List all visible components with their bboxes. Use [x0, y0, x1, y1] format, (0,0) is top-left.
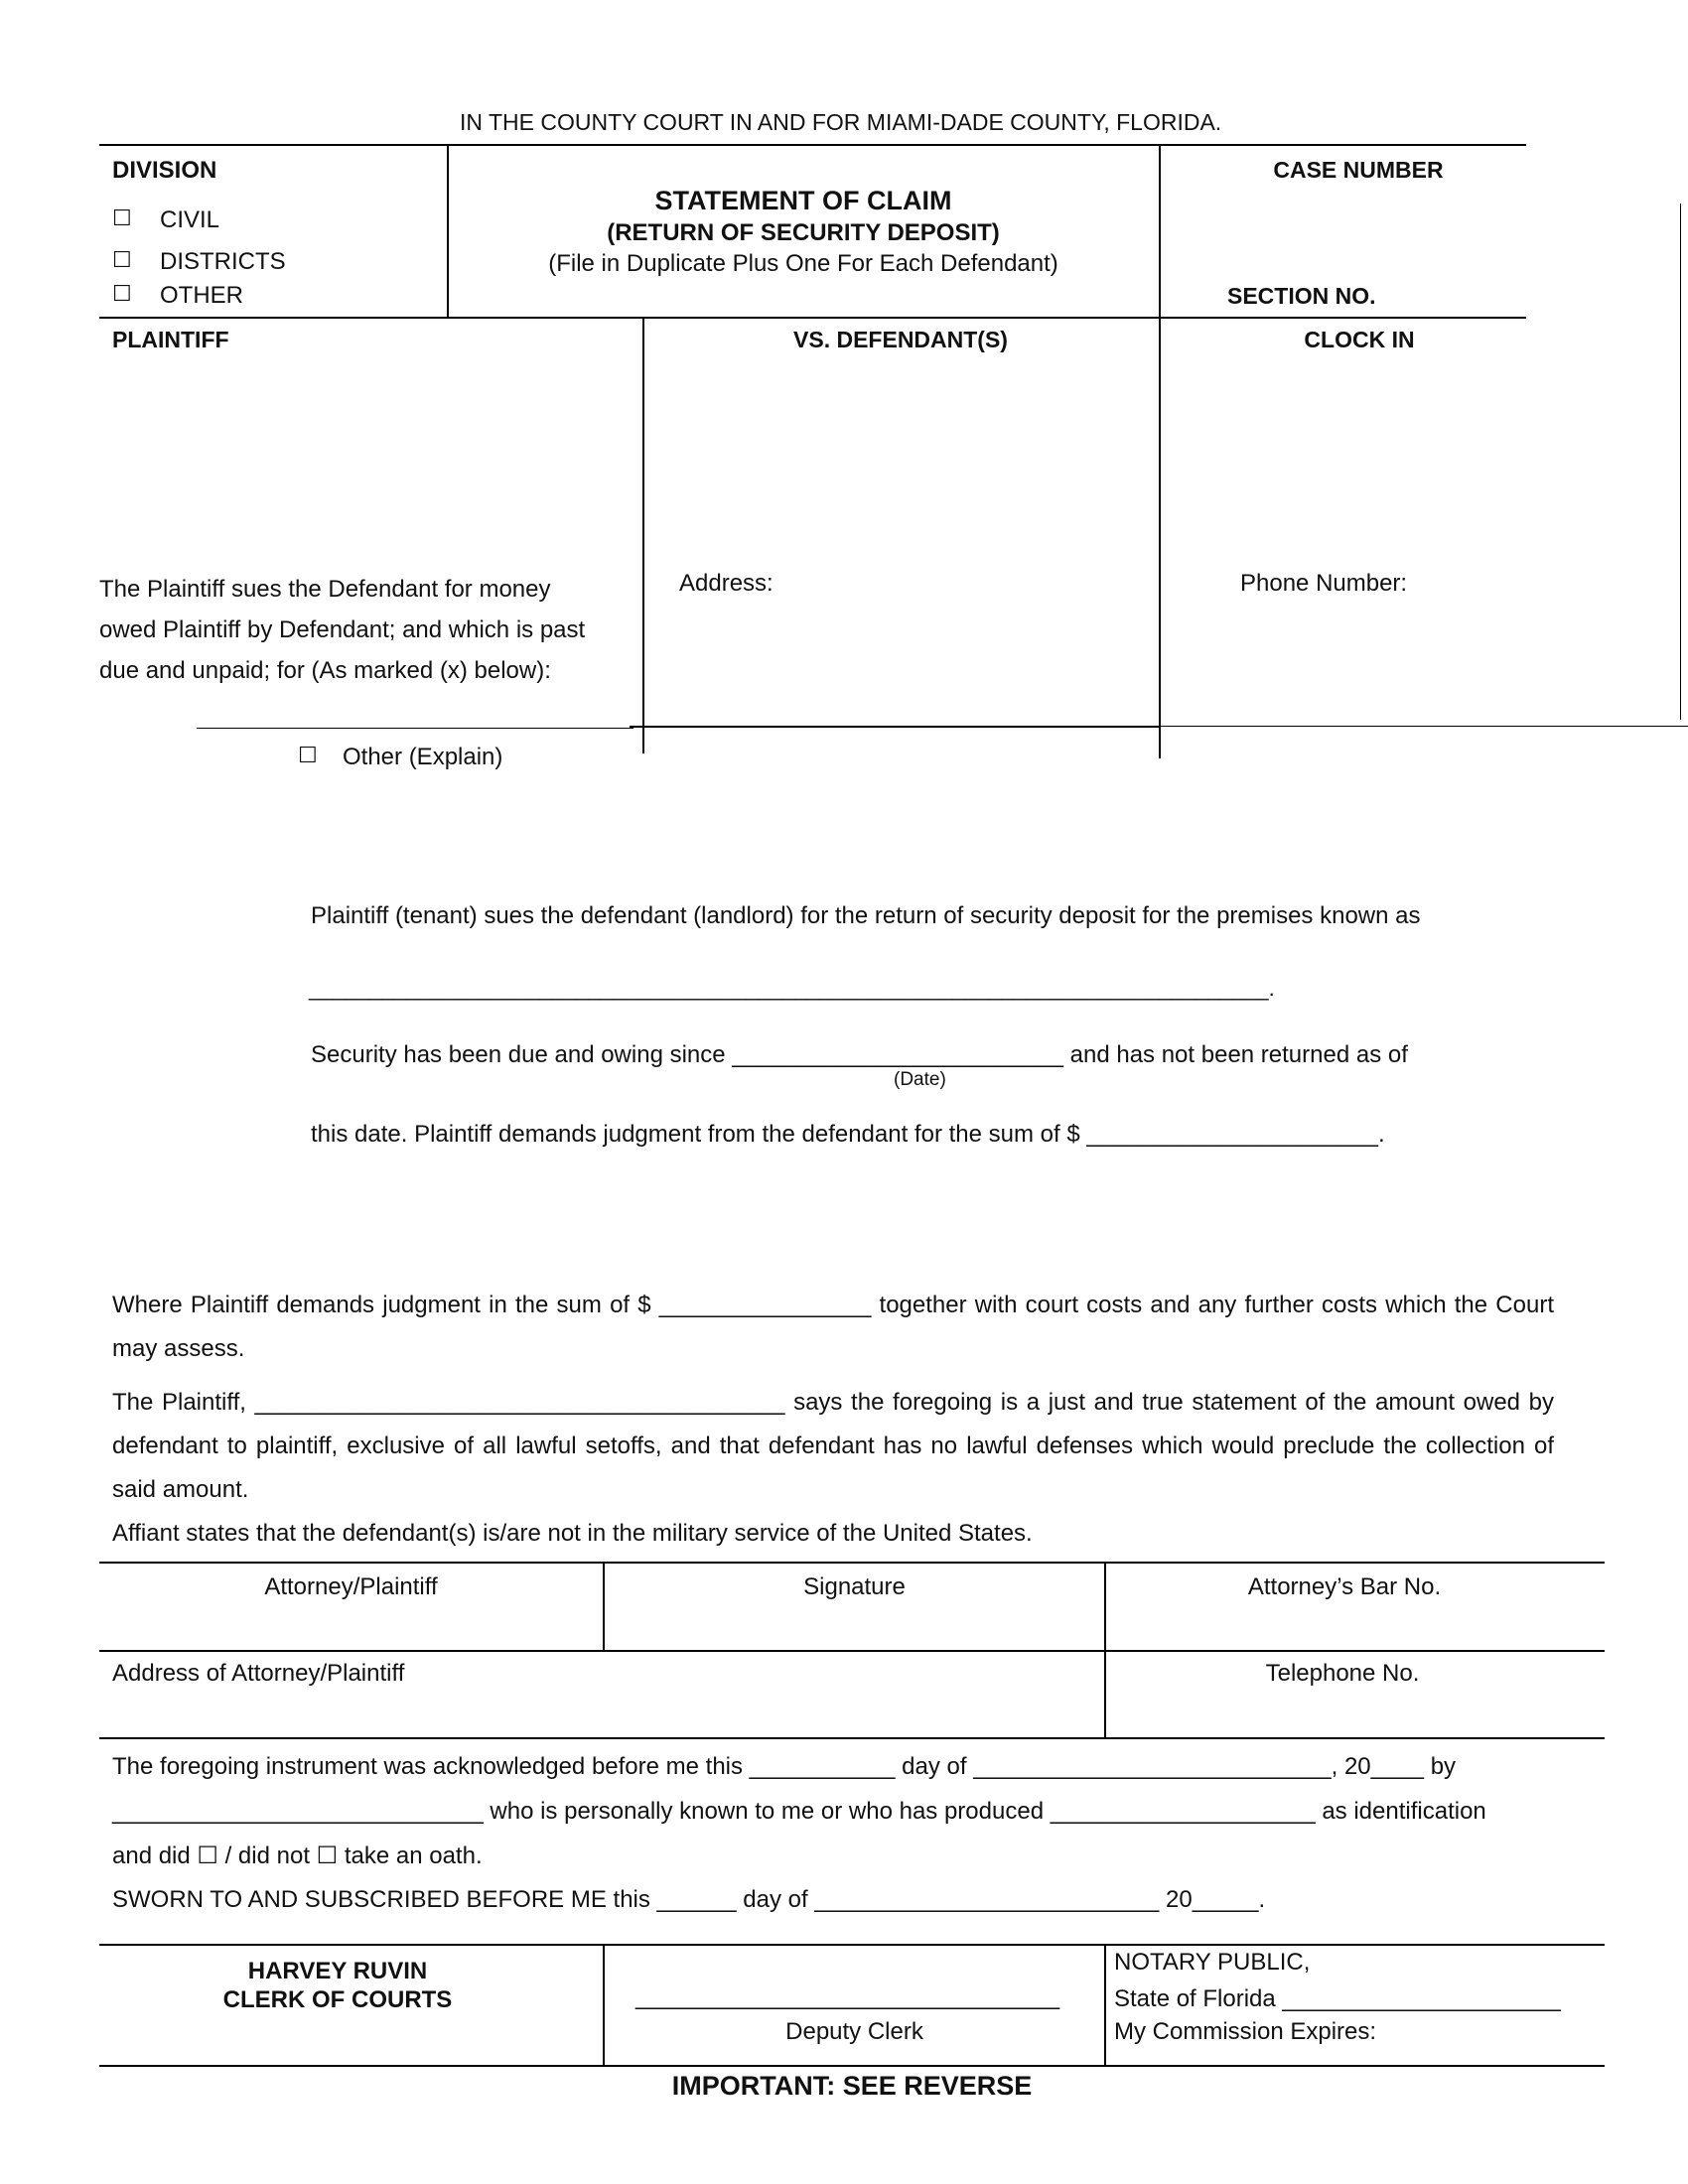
- oath-checkbox-line[interactable]: and did ☐ / did not ☐ take an oath.: [112, 1843, 483, 1869]
- rule-sig-mid: [99, 1650, 1605, 1652]
- rule-v-plaintiff: [642, 317, 644, 753]
- rule-sig-bottom: [99, 1737, 1605, 1739]
- rule-v-footer-2: [1104, 1944, 1106, 2066]
- division-option-label: OTHER: [160, 282, 243, 309]
- checkbox-icon[interactable]: ☐: [112, 282, 132, 307]
- sues-line: due and unpaid; for (As marked (x) below):: [99, 657, 551, 684]
- rule-top: [99, 144, 1526, 146]
- form-subtitle: (RETURN OF SECURITY DEPOSIT): [607, 219, 1000, 246]
- form-note: (File in Duplicate Plus One For Each Defendant): [548, 250, 1058, 277]
- acknowledgment-line-2: ____________________________ who is personally known to me or who has produced ____________________ as identification: [112, 1798, 1486, 1825]
- plaintiff-sues-text: [99, 569, 585, 691]
- vs-defendants-label: VS. DEFENDANT(S): [793, 327, 1008, 352]
- rule-footer-bottom: [99, 2065, 1605, 2067]
- section-no-label: SECTION NO.: [1227, 283, 1376, 309]
- military-service-statement: Affiant states that the defendant(s) is/are not in the military service of the United States.: [112, 1520, 1033, 1547]
- rule-right-edge: [1680, 204, 1681, 720]
- clock-in-label: CLOCK IN: [1304, 327, 1415, 352]
- attorney-plaintiff-label: Attorney/Plaintiff: [264, 1573, 438, 1600]
- phone-number-label: Phone Number:: [1240, 570, 1408, 597]
- rule-clock-bottom: [1159, 726, 1688, 727]
- attorney-address-label: Address of Attorney/Plaintiff: [112, 1660, 405, 1687]
- division-option-label: DISTRICTS: [160, 248, 286, 275]
- division-label: DIVISION: [112, 157, 217, 184]
- demand-paragraph: Where Plaintiff demands judgment in the sum of $ ________________ together with court costs and any further costs which the Court may assess.: [112, 1292, 1554, 1362]
- acknowledgment-line-1: The foregoing instrument was acknowledged before me this ___________ day of ___________________________, 20____ by: [112, 1753, 1457, 1780]
- address-label: Address:: [679, 570, 774, 597]
- clerk-name: HARVEY RUVIN: [247, 1958, 428, 1984]
- clerk-title: CLERK OF COURTS: [222, 1986, 453, 2013]
- court-header: IN THE COUNTY COURT IN AND FOR MIAMI-DADE COUNTY, FLORIDA.: [460, 109, 1222, 135]
- sues-line: The Plaintiff sues the Defendant for money: [99, 576, 551, 603]
- claim-line-security-since: Security has been due and owing since _________________________ and has not been returned as of: [311, 1041, 1408, 1068]
- checkbox-icon[interactable]: ☐: [298, 744, 318, 768]
- rule-v-footer-1: [603, 1944, 605, 2066]
- rule-plaintiff-bottom: [197, 728, 633, 729]
- division-option-label: CIVIL: [160, 206, 220, 233]
- checkbox-icon[interactable]: ☐: [112, 206, 132, 231]
- commission-expires-label: My Commission Expires:: [1114, 2018, 1377, 2045]
- plaintiff-statement-paragraph: The Plaintiff, ________________________________________ says the foregoing is a just and true statement of the amount owed by defendant to plaintiff, exclusive of all lawful setoffs, and that defendant has no lawful defenses which would preclude the collection of said amount.: [112, 1389, 1554, 1503]
- telephone-label: Telephone No.: [1265, 1660, 1420, 1687]
- sues-line: owed Plaintiff by Defendant; and which is past: [99, 616, 586, 643]
- sworn-line: SWORN TO AND SUBSCRIBED BEFORE ME this ______ day of __________________________ 20_____.: [112, 1886, 1266, 1913]
- rule-division-bottom: [99, 317, 1526, 319]
- deputy-clerk-label: Deputy Clerk: [785, 2018, 923, 2045]
- state-of-florida-line: State of Florida _____________________: [1114, 1985, 1561, 2012]
- form-title: STATEMENT OF CLAIM: [654, 186, 952, 215]
- plaintiff-label: PLAINTIFF: [112, 327, 229, 352]
- rule-defendant-bottom: [630, 726, 1159, 728]
- rule-footer-top: [99, 1944, 1605, 1946]
- signature-label: Signature: [803, 1573, 906, 1600]
- bar-number-label: Attorney’s Bar No.: [1247, 1573, 1442, 1600]
- important-see-reverse: IMPORTANT: SEE REVERSE: [671, 2071, 1033, 2101]
- rule-v-defendant: [1159, 317, 1161, 758]
- rule-sig-top: [99, 1562, 1605, 1564]
- deputy-signature-line[interactable]: ________________________________: [635, 1983, 1060, 2010]
- checkbox-icon[interactable]: ☐: [112, 248, 132, 273]
- other-explain-label: Other (Explain): [343, 744, 503, 770]
- claim-line-premises: Plaintiff (tenant) sues the defendant (landlord) for the return of security deposit for the premises known as: [311, 902, 1421, 929]
- date-caption: (Date): [894, 1069, 946, 1090]
- notary-public-label: NOTARY PUBLIC,: [1114, 1949, 1311, 1976]
- claim-line-demand-sum: this date. Plaintiff demands judgment from the defendant for the sum of $ ______________________.: [311, 1121, 1385, 1148]
- claim-premises-blank[interactable]: _______________________________________________________________________________.: [309, 976, 1275, 1001]
- case-number-label: CASE NUMBER: [1273, 157, 1444, 183]
